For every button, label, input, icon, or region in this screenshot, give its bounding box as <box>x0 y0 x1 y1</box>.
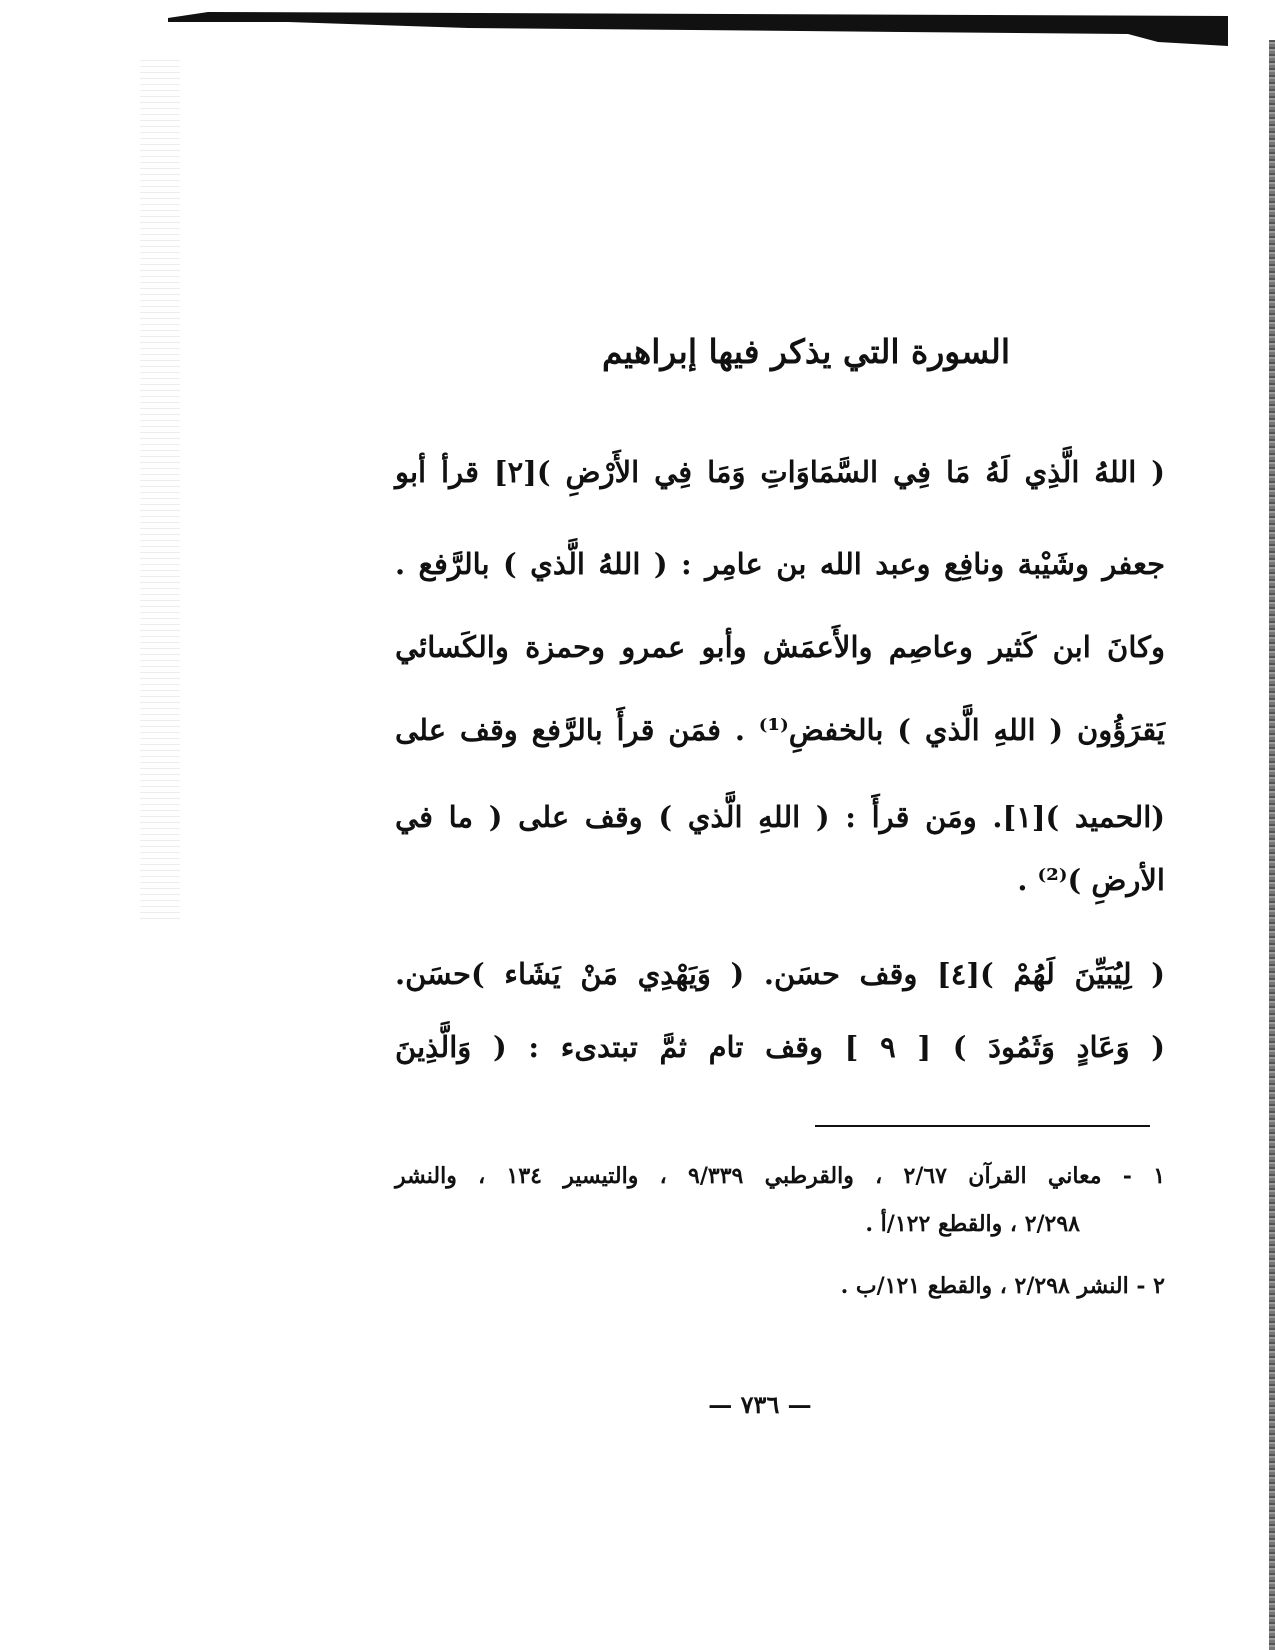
body-line-4: يَقرَؤُون ( اللهِ الَّذي ) بالخفضِ⁽¹⁾ . فمَن قرأَ بالرَّفع وقف على <box>395 713 1166 747</box>
scan-left-speckle <box>140 60 180 920</box>
body-line-3: وكانَ ابن كَثير وعاصِم والأَعمَش وأبو عمرو وحمزة والكَسائي <box>395 630 1165 664</box>
page-title: السورة التي يذكر فيها إبراهيم <box>601 332 1010 371</box>
body-line-7: ( لِيُبَيِّنَ لَهُمْ )[٤] وقف حسَن. ( وَيَهْدِي مَنْ يَشَاء )حسَن. <box>395 957 1165 991</box>
body-line-2: جعفر وشَيْبة ونافِع وعبد الله بن عامِر : ( اللهُ الَّذي ) بالرَّفع . <box>395 547 1165 581</box>
footnote-1-continued: ٢/٢٩٨ ، والقطع ١٢٢/أ . <box>865 1211 1080 1237</box>
page-number: — ٧٣٦ — <box>708 1390 812 1419</box>
footnote-rule <box>815 1125 1150 1127</box>
scan-top-edge <box>168 6 1228 46</box>
footnote-2: ٢ - النشر ٢/٢٩٨ ، والقطع ١٢١/ب . <box>840 1273 1165 1299</box>
body-line-6: الأرضِ )⁽²⁾ . <box>1017 863 1165 897</box>
body-line-8: ( وَعَادٍ وَثَمُودَ ) [ ٩ ] وقف تام ثمَّ تبتدىء : ( وَالَّذِينَ <box>395 1030 1165 1064</box>
footnote-1: ١ - معاني القرآن ٢/٦٧ ، والقرطبي ٩/٣٣٩ ، والتيسير ١٣٤ ، والنشر <box>395 1163 1166 1189</box>
scan-right-edge <box>1269 40 1275 1650</box>
body-line-1: ( اللهُ الَّذِي لَهُ مَا فِي السَّمَاوَاتِ وَمَا فِي الأَرْضِ )[٢] قرأ أبو <box>395 455 1165 489</box>
body-line-5: (الحميد )[١]. ومَن قرأَ : ( اللهِ الَّذي ) وقف على ( ما في <box>395 800 1165 834</box>
